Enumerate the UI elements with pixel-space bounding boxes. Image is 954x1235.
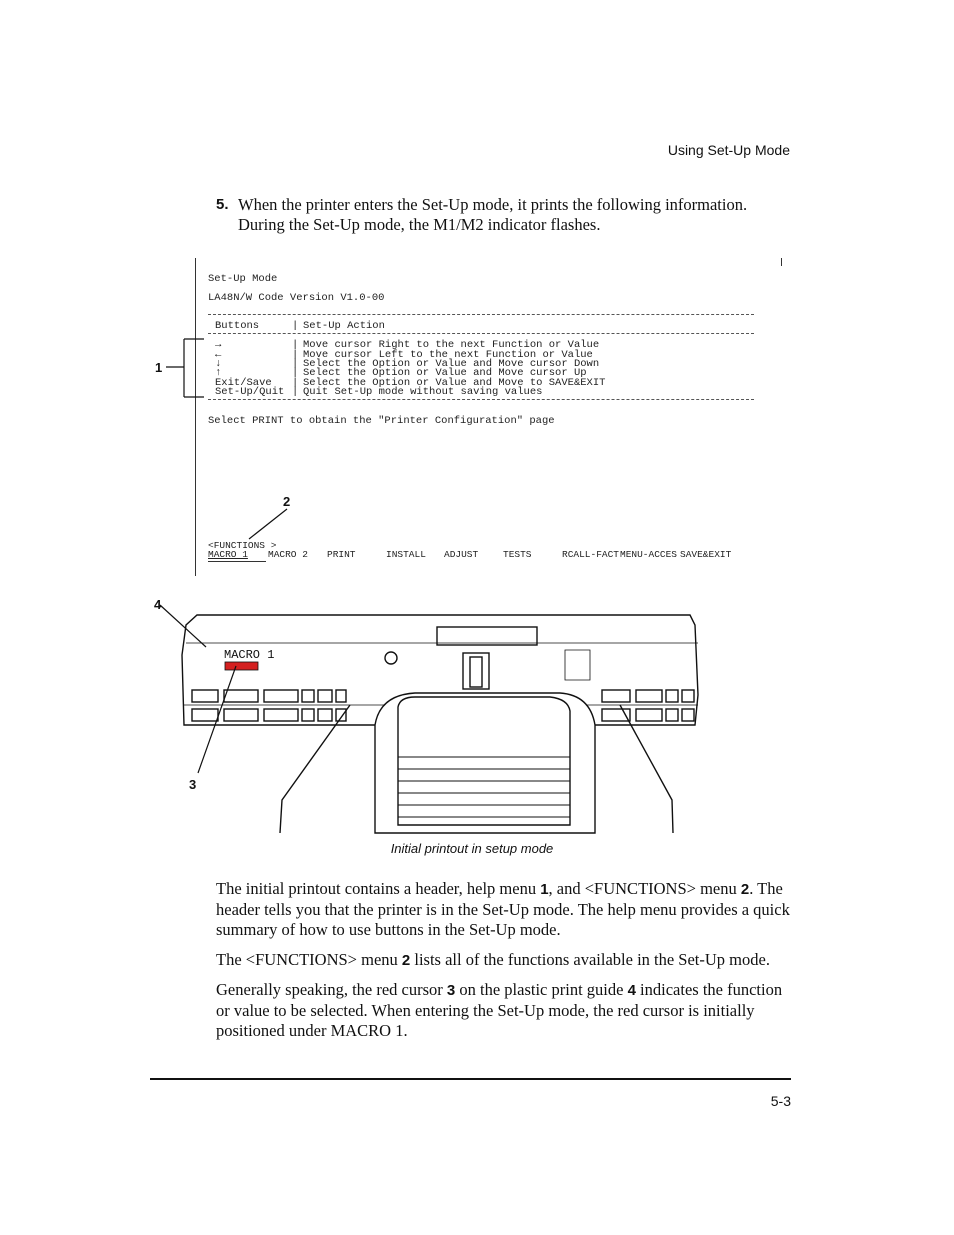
- row-button: →: [215, 339, 222, 351]
- guide-label: MACRO 1: [224, 648, 275, 662]
- printout-frame-right: [781, 258, 782, 266]
- row-action: Move cursor Left to the next Function or Value: [303, 349, 593, 361]
- function-item: MACRO 2: [268, 549, 308, 560]
- row-action: Select the Option or Value and Move cursor Down: [303, 358, 600, 370]
- row-action: Select the Option or Value and Move to SAVE&EXIT: [303, 377, 606, 389]
- help-menu-bracket: [160, 335, 210, 401]
- col-divider: |: [292, 377, 299, 389]
- functions-underline: [208, 561, 266, 562]
- callout-4: 4: [154, 597, 162, 612]
- page-number: 5-3: [770, 1093, 791, 1109]
- col-divider: |: [292, 386, 299, 398]
- row-button: ↓: [215, 358, 222, 370]
- function-item: MENU-ACCES: [620, 549, 678, 560]
- function-item: INSTALL: [386, 549, 426, 560]
- col-divider: |: [292, 358, 299, 370]
- row-action: Select the Option or Value and Move cursor Up: [303, 367, 587, 379]
- row-button: ←: [215, 349, 222, 361]
- callout-1: 1: [155, 360, 163, 375]
- col-buttons: Buttons: [215, 320, 260, 332]
- step-5: [216, 195, 796, 235]
- dashed-rule: [208, 333, 754, 334]
- function-item: TESTS: [503, 549, 532, 560]
- running-header: Using Set-Up Mode: [667, 142, 790, 158]
- red-cursor: [225, 662, 258, 670]
- col-divider: |: [292, 320, 299, 332]
- row-button: ↑: [215, 367, 222, 379]
- callout-2: 2: [283, 494, 291, 509]
- function-item: RCALL-FACT: [562, 549, 620, 560]
- printout-title: Set-Up Mode: [208, 273, 278, 285]
- footer-rule: [150, 1078, 791, 1080]
- callout-3: 3: [189, 777, 197, 792]
- paragraph-3: Generally speaking, the red cursor 3 on the plastic print guide 4 indicates the function or value to be selected. When entering the Set-Up mode, the red cursor is initially positioned under MACRO 1.: [216, 980, 783, 1040]
- function-item: ADJUST: [444, 549, 479, 560]
- dashed-rule: [208, 399, 754, 400]
- figure-caption: Initial printout in setup mode: [390, 841, 554, 856]
- row-button: Exit/Save: [215, 377, 272, 389]
- paragraph-1: The initial printout contains a header, help menu 1, and <FUNCTIONS> menu 2. The header tells you that the printer is in the Set-Up mode. The help menu provides a quick summary of how to use buttons in the Set-Up mode.: [216, 879, 790, 939]
- dashed-rule: [208, 314, 754, 315]
- paragraph-2: The <FUNCTIONS> menu 2 lists all of the functions available in the Set-Up mode.: [216, 950, 770, 969]
- col-divider: |: [292, 367, 299, 379]
- col-divider: |: [292, 339, 299, 351]
- function-item: MACRO 1: [208, 549, 248, 560]
- callout-2-leader: [240, 505, 300, 545]
- function-item: SAVE&EXIT: [680, 549, 732, 560]
- printout-version: LA48N/W Code Version V1.0-00: [208, 292, 385, 304]
- function-item: PRINT: [327, 549, 356, 560]
- row-button: Set-Up/Quit: [215, 386, 285, 398]
- select-line: Select PRINT to obtain the "Printer Configuration" page: [208, 415, 555, 427]
- print-guide-illustration: [150, 595, 720, 835]
- row-action: Quit Set-Up mode without saving values: [303, 386, 543, 398]
- step-number: 5.: [216, 196, 229, 213]
- row-action: Move cursor Right to the next Function or Value: [303, 339, 600, 351]
- col-action: Set-Up Action: [303, 320, 385, 332]
- step-text: When the printer enters the Set-Up mode, it prints the following information. During the Set-Up mode, the M1/M2 indicator flashes.: [238, 195, 748, 234]
- printout-frame-left: [195, 258, 196, 576]
- functions-label: <FUNCTIONS >: [208, 540, 277, 551]
- col-divider: |: [292, 349, 299, 361]
